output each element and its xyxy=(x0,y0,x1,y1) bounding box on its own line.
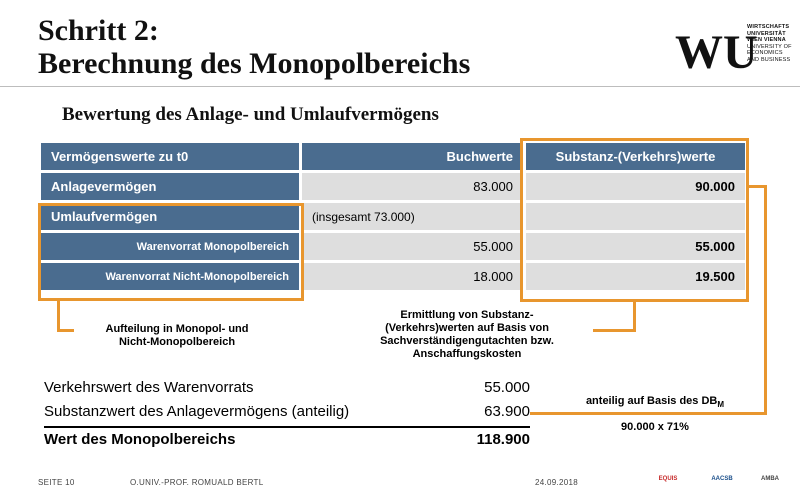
row-label: Anlagevermögen xyxy=(41,173,299,200)
summary-row xyxy=(44,376,530,400)
note-calculation: 90.000 x 71% xyxy=(621,421,689,433)
equis-badge-icon: EQUIS xyxy=(658,476,678,482)
substance-value: 90.000 xyxy=(526,173,745,200)
book-value: 55.000 xyxy=(302,233,523,260)
page-title xyxy=(38,14,470,80)
umlauf-highlight-box xyxy=(38,203,304,301)
summary-label: Verkehrswert des Warenvorrats xyxy=(44,379,254,396)
footer-author: O.UNIV.-PROF. ROMUALD BERTL xyxy=(130,478,264,487)
middle-connector-horizontal xyxy=(593,329,636,332)
title-line-2: Berechnung des Monopolbereichs xyxy=(38,47,471,80)
logo-text-line: UNIVERSITY OF xyxy=(747,43,792,50)
summary-label: Wert des Monopolbereichs xyxy=(44,431,236,448)
note-line: Sachverständigengutachten bzw. xyxy=(380,335,554,347)
logo-text-line: WIRTSCHAFTS xyxy=(747,24,790,30)
note-line: anteilig auf Basis des DB xyxy=(585,395,718,407)
footer-page: SEITE 10 xyxy=(38,478,75,487)
section-subtitle: Bewertung des Anlage- und Umlaufvermögens xyxy=(62,104,439,125)
aacsb-badge-icon: AACSB xyxy=(711,476,733,482)
summary-label: Substanzwert des Anlagevermögens (anteilig) xyxy=(44,403,350,420)
substance-value: 19.500 xyxy=(526,263,745,290)
book-value: 83.000 xyxy=(302,173,523,200)
header-cell-asset: Vermögenswerte zu t0 xyxy=(41,143,299,170)
book-value: 18.000 xyxy=(302,263,523,290)
note-split xyxy=(72,323,282,349)
note-line: Anschaffungskosten xyxy=(412,348,522,360)
summary-block xyxy=(44,376,530,452)
middle-connector-vertical xyxy=(633,302,636,332)
amba-badge-icon: AMBA xyxy=(761,476,779,482)
header-divider xyxy=(0,86,800,87)
right-connector-bottom xyxy=(530,412,767,415)
substance-value: 55.000 xyxy=(526,233,745,260)
header-cell-substance: Substanz-(Verkehrs)werte xyxy=(526,143,745,170)
logo-text-line: ECONOMICS xyxy=(747,50,783,57)
footer-date: 24.09.2018 xyxy=(535,478,579,487)
note-proportional xyxy=(555,395,755,411)
row-label: Umlaufvermögen xyxy=(41,203,299,230)
note-subscript: M xyxy=(717,400,725,410)
note-line: (Verkehrs)werten auf Basis von xyxy=(385,322,549,334)
header-cell-book: Buchwerte xyxy=(302,143,523,170)
right-connector-vertical xyxy=(764,185,767,415)
row-label: Warenvorrat Nicht-Monopolbereich xyxy=(41,263,299,290)
note-line: Aufteilung in Monopol- und xyxy=(105,323,249,335)
logo-mark: WU xyxy=(675,26,758,76)
note-line: Ermittlung von Substanz- xyxy=(400,309,534,321)
substance-highlight-box xyxy=(520,138,749,302)
note-substance-method xyxy=(352,309,582,361)
logo-text-line: WIEN VIENNA xyxy=(747,37,786,44)
summary-row xyxy=(44,400,530,424)
logo-text-line: AND BUSINESS xyxy=(747,56,791,63)
summary-value: 118.900 xyxy=(476,431,530,448)
note-line: Nicht-Monopolbereich xyxy=(118,336,236,348)
row-label: Warenvorrat Monopolbereich xyxy=(41,233,299,260)
summary-total-row xyxy=(44,426,530,452)
summary-value: 55.000 xyxy=(484,379,530,396)
logo-text xyxy=(747,24,792,64)
title-line-1: Schritt 2: xyxy=(38,14,159,47)
summary-value: 63.900 xyxy=(484,403,530,420)
left-connector-vertical xyxy=(57,301,60,332)
book-value: (insgesamt 73.000) xyxy=(302,203,523,230)
logo-text-line: UNIVERSITÄT xyxy=(747,30,786,37)
